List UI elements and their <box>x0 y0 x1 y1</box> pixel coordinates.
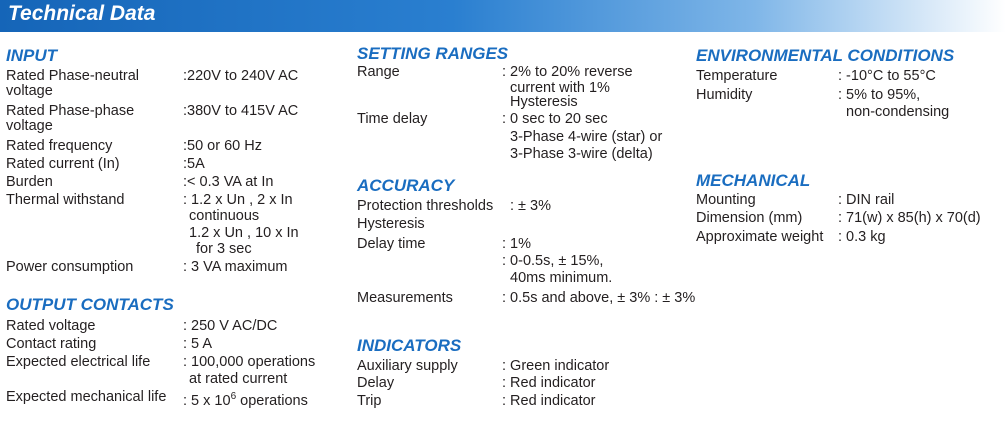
accuracy-label: Hysteresis <box>357 216 425 232</box>
input-value: : 1.2 x Un , 2 x In <box>183 192 293 208</box>
input-value: : 3 VA maximum <box>183 259 288 275</box>
indicators-value: : Green indicator <box>502 358 610 374</box>
mechanical-heading: MECHANICAL <box>696 171 811 190</box>
mechanical-value: : DIN rail <box>838 192 895 208</box>
input-value: :5A <box>183 156 205 172</box>
mechanical-label: Approximate weight <box>696 229 824 245</box>
output-value: : 100,000 operations <box>183 354 316 370</box>
output-label: Rated voltage <box>6 318 96 334</box>
indicators-label: Delay <box>357 375 395 391</box>
environmental-value: : 5% to 95%, <box>838 87 921 103</box>
output-value <box>183 389 308 409</box>
input-heading: INPUT <box>6 46 57 65</box>
setting-label: Range <box>357 64 400 80</box>
input-label: Rated Phase-neutral <box>6 68 139 84</box>
input-label: Rated frequency <box>6 138 113 154</box>
setting-heading: SETTING RANGES <box>357 44 509 63</box>
indicators-label: Auxiliary supply <box>357 358 458 374</box>
input-label: voltage <box>6 118 53 134</box>
accuracy-label: Measurements <box>357 290 453 306</box>
output-value-tail: operations <box>236 392 308 409</box>
mechanical-label: Mounting <box>696 192 756 208</box>
output-label: Contact rating <box>6 336 97 352</box>
mechanical-value: : 71(w) x 85(h) x 70(d) <box>838 210 981 226</box>
input-value: :380V to 415V AC <box>183 103 299 119</box>
output-value-base: : 5 x 10 <box>183 392 231 409</box>
output-label: Expected mechanical life <box>6 389 167 405</box>
indicators-value: : Red indicator <box>502 393 596 409</box>
output-value: at rated current <box>189 371 288 387</box>
environmental-value: non-condensing <box>846 104 950 120</box>
output-label: Expected electrical life <box>6 354 151 370</box>
setting-value: current with 1% <box>510 80 610 96</box>
setting-label: Time delay <box>357 111 428 127</box>
environmental-label: Temperature <box>696 68 778 84</box>
accuracy-value: 40ms minimum. <box>510 270 613 286</box>
indicators-value: : Red indicator <box>502 375 596 391</box>
setting-value: Hysteresis <box>510 94 578 110</box>
indicators-heading: INDICATORS <box>357 336 462 355</box>
output-heading: OUTPUT CONTACTS <box>6 295 174 314</box>
environmental-heading: ENVIRONMENTAL CONDITIONS <box>696 46 955 65</box>
environmental-label: Humidity <box>696 87 753 103</box>
input-value: continuous <box>189 208 260 224</box>
input-value: :< 0.3 VA at In <box>183 174 274 190</box>
input-label: Burden <box>6 174 53 190</box>
setting-value: : 0 sec to 20 sec <box>502 111 608 127</box>
input-label: Thermal withstand <box>6 192 125 208</box>
mechanical-label: Dimension (mm) <box>696 210 803 226</box>
input-value: 1.2 x Un , 10 x In <box>189 225 299 241</box>
accuracy-value: : ± 3% <box>510 198 552 214</box>
accuracy-label: Protection thresholds <box>357 198 494 214</box>
input-value: for 3 sec <box>196 241 252 257</box>
accuracy-value: : 1% <box>502 236 532 252</box>
setting-value: : 2% to 20% reverse <box>502 64 633 80</box>
setting-value: 3-Phase 3-wire (delta) <box>510 146 653 162</box>
input-label: Rated current (In) <box>6 156 120 172</box>
output-value-exponent: 6 <box>230 391 237 402</box>
accuracy-label: Delay time <box>357 236 426 252</box>
input-label: voltage <box>6 83 53 99</box>
setting-value: 3-Phase 4-wire (star) or <box>510 129 663 145</box>
environmental-value: : -10°C to 55°C <box>838 68 936 84</box>
input-label: Power consumption <box>6 259 134 275</box>
input-label: Rated Phase-phase <box>6 103 135 119</box>
accuracy-heading: ACCURACY <box>357 176 455 195</box>
input-value: :220V to 240V AC <box>183 68 299 84</box>
header-banner <box>0 0 1006 32</box>
output-value: : 250 V AC/DC <box>183 318 278 334</box>
accuracy-value: : 0-0.5s, ± 15%, <box>502 253 604 269</box>
mechanical-value: : 0.3 kg <box>838 229 886 245</box>
output-value: : 5 A <box>183 336 213 352</box>
indicators-label: Trip <box>357 393 382 409</box>
page-title: Technical Data <box>8 2 156 25</box>
input-value: :50 or 60 Hz <box>183 138 262 154</box>
accuracy-value: : 0.5s and above, ± 3% : ± 3% <box>502 290 696 306</box>
